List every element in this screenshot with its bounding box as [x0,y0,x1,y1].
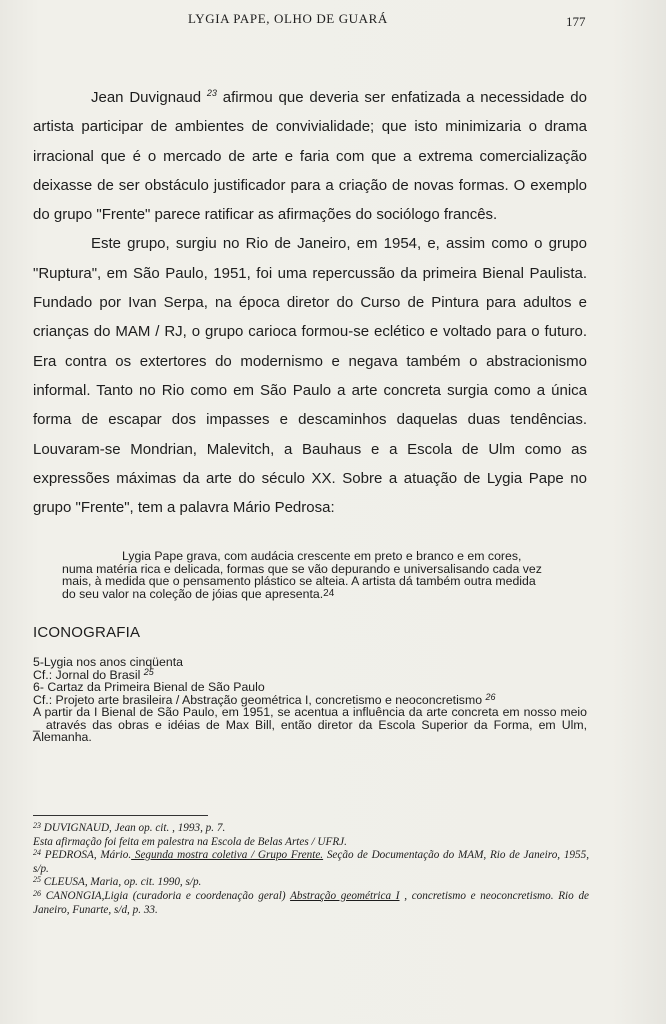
footnote-23-number: 23 [33,821,41,830]
footnote-ref-23: 23 [206,88,217,98]
footnote-24-number: 24 [33,848,41,858]
body-text [33,83,587,522]
footnote-24-author: PEDROSA, Mário. [41,849,132,862]
footnote-ref-26: 26 [485,691,496,702]
footnote-23-extra: Esta afirmação foi feita em palestra na Escola de Belas Artes / UFRJ. [33,835,347,848]
footnote-26-rest: , concretismo e neoconcretismo. Rio de Janeiro, Funarte, s/d, p. 33. [33,889,589,916]
paragraph-1-rest: afirmou que deveria ser enfatizada a necessidade do artista participar de ambientes de convivialidade; que isto minimizaria o drama irracional que é o mercado de arte e faria com que a extrema comercialização deixasse de ser obstáculo justificador para a criação de novas formas. O exemplo do grupo "Frente" parece ratificar as afirmações do sociólogo francês. [33,89,587,224]
footnote-23 [33,822,589,836]
footnote-26-author: CANONGIA,Ligia (curadoria e coordenação geral) [41,889,291,902]
iconografia-heading: ICONOGRAFIA [33,624,141,641]
footnote-26-number: 26 [33,888,41,898]
paragraph-1 [33,83,587,229]
quote-text [62,550,552,600]
iconography-item-5: 5-Lygia nos anos cinqüenta [33,655,183,669]
iconografia-list [33,656,587,744]
paragraph-2: Este grupo, surgiu no Rio de Janeiro, em 1954, e, assim como o grupo "Ruptura", em São Paulo, 1951, foi uma repercussão da primeira Bienal Paulista. Fundado por Ivan Serpa, na época diretor do Curso de Pintura para adultos e crianças do MAM / RJ, o grupo carioca formou-se eclético e voltado para o futuro. Era contra os extertores do modernismo e negava também o abstracionismo informal. Tanto no Rio como em São Paulo a arte concreta surgia como a única forma de escapar dos impasses e descaminhos daquelas duas tendências. Louvaram-se Mondrian, Malevitch, a Bauhaus e a Escola de Ulm como as expressões máximas da arte do século XX. Sobre a atuação de Lygia Pape no grupo "Frente", tem a palavra Mário Pedrosa: [33,235,587,517]
iconography-item-6-cf: Cf.: Projeto arte brasileira / Abstração geométrica I, concretismo e neoconcretismo [33,692,486,707]
footnote-26 [33,890,589,917]
footnote-23-text: DUVIGNAUD, Jean op. cit. , 1993, p. 7. [41,822,226,834]
footnote-25-text: CLEUSA, Maria, op. cit. 1990, s/p. [41,876,202,889]
paragraph-1-start: Jean Duvignaud [91,89,207,106]
footnote-divider [33,815,208,816]
iconography-item-6-caption: A partir da I Bienal de São Paulo, em 1951, se acentua a influência da arte concreta em nosso meio _ através das obras e idéias de Max Bill, então diretor da Escola Superior da Forma, em Ulm, Alemanha. [33,705,587,744]
block-quote [62,550,552,600]
quote-body: Lygia Pape grava, com audácia crescente em preto e branco e em cores, numa matéria rica e delicada, formas que se vão depurando e universalisando cada vez mais, à medida que o pensamento plástico se alteia. A artista dá também outra medida do seu valor na coleção de jóias que apresenta. [62,549,542,601]
footnote-ref-25: 25 [143,666,154,677]
page-header [0,8,666,30]
iconography-item-6: 6- Cartaz da Primeira Bienal de São Paulo [33,680,265,694]
footnote-25-number: 25 [33,875,41,885]
footnote-24-title: Segunda mostra coletiva / Grupo Frente. [131,849,324,862]
footnote-25 [33,876,589,890]
footnote-24 [33,849,589,876]
iconography-item-5-cf: Cf.: Jornal do Brasil [33,667,144,682]
footnote-ref-24: 24 [323,587,335,599]
footnote-26-title: Abstração geométrica I [290,889,400,902]
footnotes [33,822,589,917]
footnote-24-rest: Seção de Documentação do MAM, Rio de Janeiro, 1955, s/p. [33,849,589,875]
running-head: LYGIA PAPE, OLHO DE GUARÁ [188,11,388,26]
page-number: 177 [566,14,586,29]
